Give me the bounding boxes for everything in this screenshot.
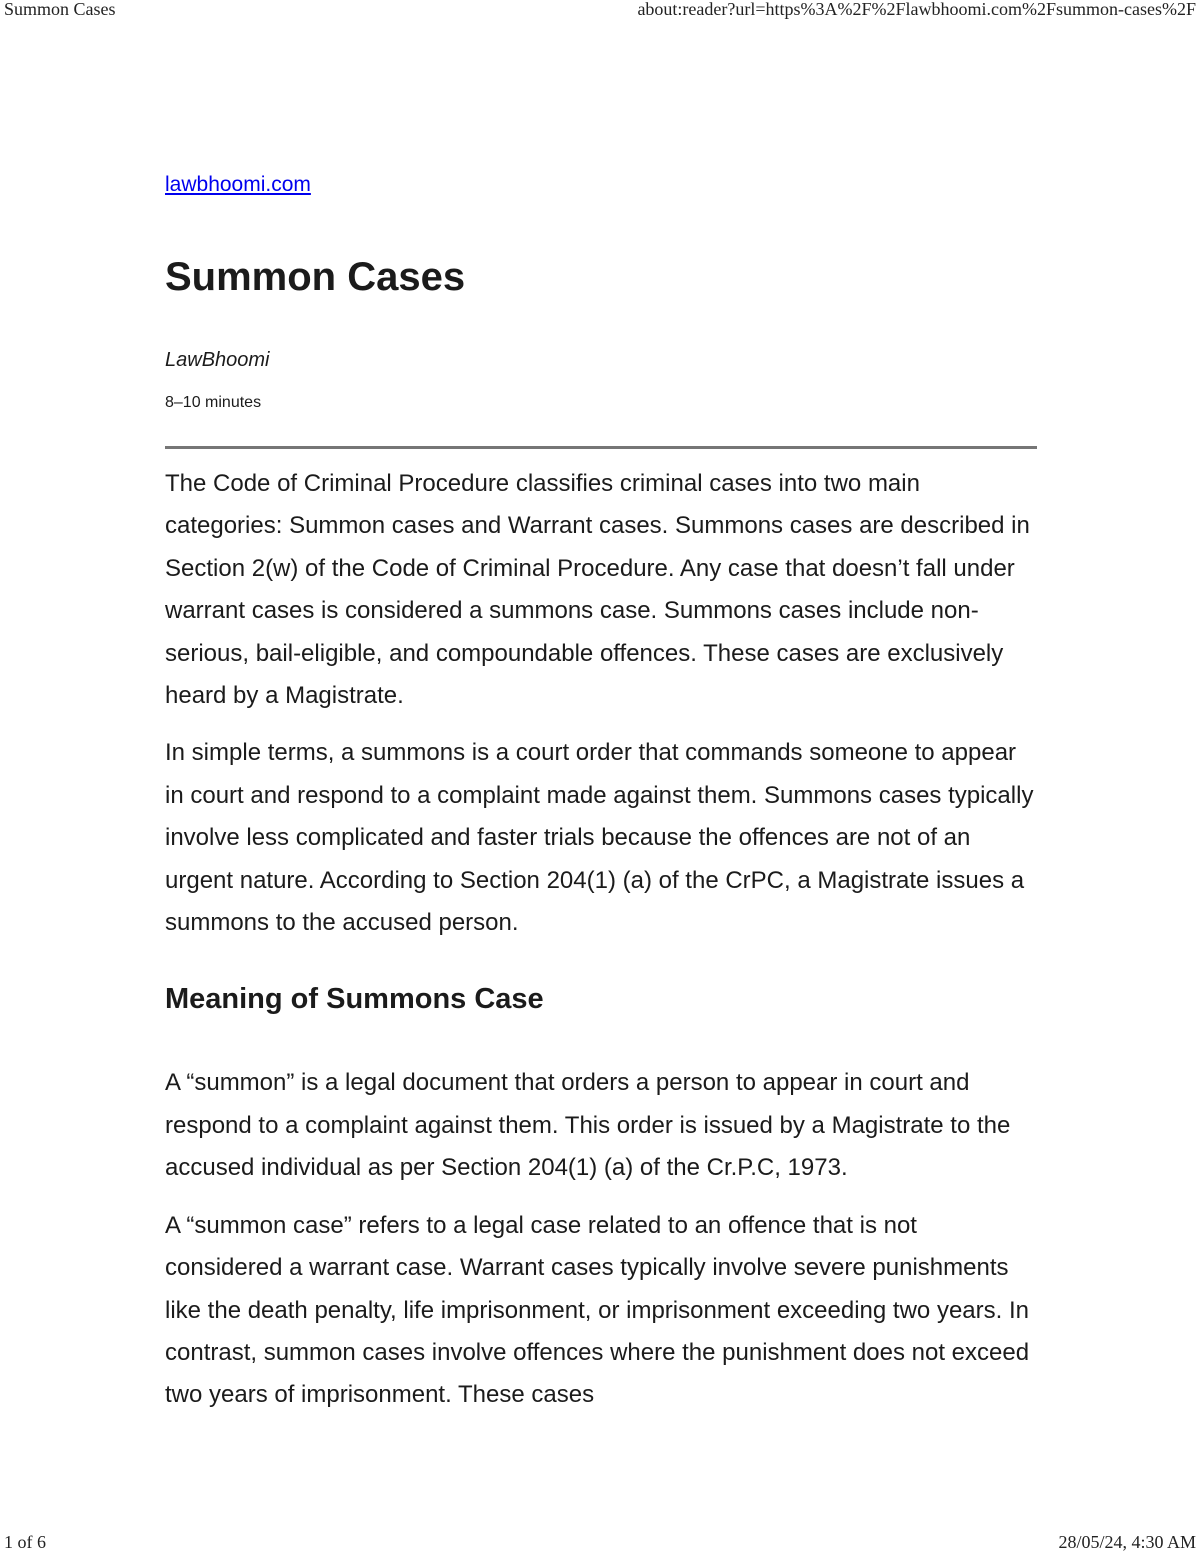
reader-article bbox=[165, 170, 1037, 1432]
reading-time: 8–10 minutes bbox=[165, 394, 262, 411]
section-paragraph-2: A “summon case” refers to a legal case related to an offence that is not considered a warrant case. Warrant cases typically involve severe punishments like the death penalty, life imprisonment, or imprisonment exceeding two years. In contrast, summon cases involve offences where the punishment does not exceed two years of imprisonment. These cases bbox=[165, 1211, 1030, 1409]
page-tab-title: Summon Cases bbox=[4, 0, 116, 19]
section-paragraph-1: A “summon” is a legal document that orders a person to appear in court and respond to a complaint against them. This order is issued by a Magistrate to the accused individual as per Section 204(1) (a) of the Cr.P.C, 1973. bbox=[165, 1069, 1011, 1182]
article-title: Summon Cases bbox=[165, 255, 466, 299]
page-url: about:reader?url=https%3A%2F%2Flawbhoomi.com%2Fsummon-cases%2F bbox=[637, 0, 1196, 19]
print-footer bbox=[0, 1531, 1200, 1553]
intro-paragraph-2: In simple terms, a summons is a court order that commands someone to appear in court and respond to a complaint made against them. Summons cases typically involve less complicated and faster trials because the offences are not of an urgent nature. According to Section 204(1) (a) of the CrPC, a Magistrate issues a summons to the accused person. bbox=[165, 739, 1034, 937]
page-indicator: 1 of 6 bbox=[4, 1532, 46, 1552]
source-domain-link[interactable]: lawbhoomi.com bbox=[165, 173, 311, 196]
article-content bbox=[165, 463, 1037, 1417]
print-header bbox=[0, 0, 1200, 20]
header-divider bbox=[165, 446, 1037, 449]
print-timestamp: 28/05/24, 4:30 AM bbox=[1058, 1532, 1196, 1552]
article-author: LawBhoomi bbox=[165, 349, 270, 371]
intro-paragraph-1: The Code of Criminal Procedure classifies criminal cases into two main categories: Summon cases and Warrant cases. Summons cases are described in Section 2(w) of the Code of Criminal Procedure. Any case that doesn’t fall under warrant cases is considered a summons case. Summons cases include non-serious, bail-eligible, and compoundable offences. These cases are exclusively heard by a Magistrate. bbox=[165, 470, 1030, 710]
section-heading-meaning: Meaning of Summons Case bbox=[165, 983, 544, 1016]
